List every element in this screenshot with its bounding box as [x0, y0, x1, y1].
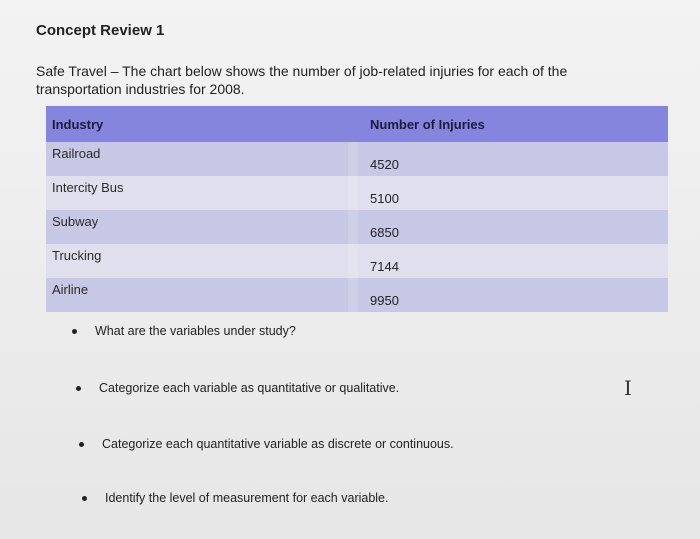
- injuries-table: [46, 106, 668, 312]
- industry-cell: Trucking: [46, 244, 348, 278]
- industry-cell: Subway: [46, 210, 348, 244]
- cell-separator: [348, 176, 358, 210]
- question-text: What are the variables under study?: [95, 324, 296, 338]
- table-row: [46, 278, 668, 312]
- industry-cell: Railroad: [46, 142, 348, 176]
- bullet-icon: [72, 329, 77, 334]
- text-cursor-icon: I: [624, 376, 632, 400]
- table-row: [46, 244, 668, 278]
- question-text: Categorize each quantitative variable as discrete or continuous.: [102, 437, 454, 451]
- cell-separator: [348, 210, 358, 244]
- question-item: [82, 491, 388, 505]
- cell-separator: [348, 244, 358, 278]
- question-item: [76, 381, 399, 395]
- header-industry: Industry: [46, 106, 348, 142]
- question-text: Categorize each variable as quantitative or qualitative.: [99, 381, 400, 395]
- table-header-row: [46, 106, 668, 142]
- injuries-cell: 6850: [358, 210, 668, 244]
- bullet-icon: [79, 442, 84, 447]
- header-separator: [348, 106, 358, 142]
- bullet-icon: [82, 496, 87, 501]
- page-title: Concept Review 1: [36, 22, 165, 39]
- cell-separator: [348, 278, 358, 312]
- injuries-cell: 9950: [358, 278, 668, 312]
- injuries-cell: 4520: [358, 142, 668, 176]
- intro-paragraph: Safe Travel – The chart below shows the number of job-related injuries for each of the transportation industries for 2008.: [36, 63, 568, 97]
- industry-cell: Intercity Bus: [46, 176, 348, 210]
- table-row: [46, 210, 668, 244]
- question-item: [79, 437, 454, 451]
- injuries-cell: 7144: [358, 244, 668, 278]
- header-injuries: Number of Injuries: [358, 106, 668, 142]
- question-text: Identify the level of measurement for each variable.: [105, 491, 389, 505]
- bullet-icon: [76, 386, 81, 391]
- injuries-cell: 5100: [358, 176, 668, 210]
- table-row: [46, 176, 668, 210]
- table-row: [46, 142, 668, 176]
- cell-separator: [348, 142, 358, 176]
- question-item: [72, 324, 296, 338]
- industry-cell: Airline: [46, 278, 348, 312]
